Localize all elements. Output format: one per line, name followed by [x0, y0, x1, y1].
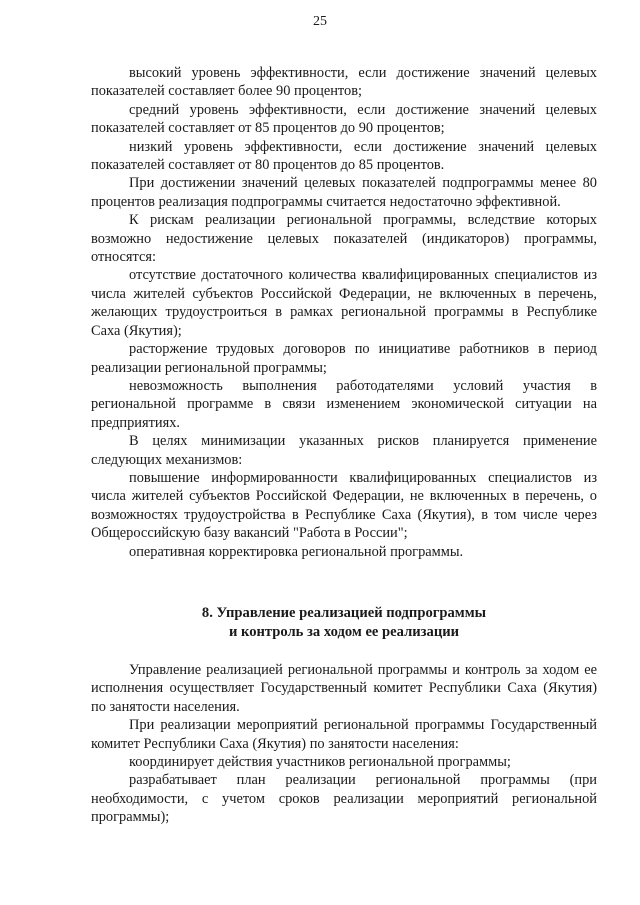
paragraph: высокий уровень эффективности, если достижение значений целевых показателей составляет более 90 процентов; — [91, 65, 597, 100]
section-heading-line-2: и контроль за ходом ее реализации — [228, 624, 460, 640]
paragraph: При достижении значений целевых показателей подпрограммы менее 80 процентов реализация подпрограммы считается недостаточно эффективной. — [91, 175, 597, 210]
paragraph: повышение информированности квалифицированных специалистов из числа жителей субъектов Российской Федерации, не включенных в перечень, о возможностях трудоустройства в Республике Саха (Якутия), в том числе через Общероссийскую базу вакансий "Работа в России"; — [91, 469, 597, 542]
paragraph: координирует действия участников региональной программы; — [129, 754, 511, 771]
body-text-top — [91, 64, 597, 561]
page-number: 25 — [313, 14, 327, 29]
section-heading — [91, 604, 597, 642]
paragraph: разрабатывает план реализации региональной программы (при необходимости, с учетом сроков реализации мероприятий региональной программы); — [91, 772, 597, 826]
paragraph: В целях минимизации указанных рисков планируется применение следующих механизмов: — [91, 433, 597, 468]
paragraph: оперативная корректировка региональной программы. — [129, 543, 464, 560]
paragraph: Управление реализацией региональной программы и контроль за ходом ее исполнения осуществляет Государственный комитет Республики Саха (Якутия) по занятости населения. — [91, 662, 597, 715]
section-heading-line-1: 8. Управление реализацией подпрограммы — [201, 605, 487, 621]
paragraph: расторжение трудовых договоров по инициативе работников в период реализации региональной программы; — [91, 341, 597, 376]
paragraph: При реализации мероприятий региональной программы Государственный комитет Республики Саха (Якутия) по занятости населения: — [91, 717, 597, 752]
paragraph: средний уровень эффективности, если достижение значений целевых показателей составляет от 85 процентов до 90 процентов; — [91, 101, 597, 137]
paragraph: отсутствие достаточного количества квалифицированных специалистов из числа жителей субъектов Российской Федерации, не включенных в перечень, желающих трудоустроиться в рамках региональной программы в Республике Саха (Якутия); — [91, 267, 597, 339]
paragraph: невозможность выполнения работодателями условий участия в региональной программе в связи изменением экономической ситуации на предприятиях. — [91, 377, 597, 431]
paragraph: К рискам реализации региональной программы, вследствие которых возможно недостижение целевых показателей (индикаторов) программы, относятся: — [91, 212, 597, 266]
paragraph: низкий уровень эффективности, если достижение значений целевых показателей составляет от 80 процентов до 85 процентов. — [91, 138, 597, 174]
body-text-bottom — [91, 661, 597, 827]
